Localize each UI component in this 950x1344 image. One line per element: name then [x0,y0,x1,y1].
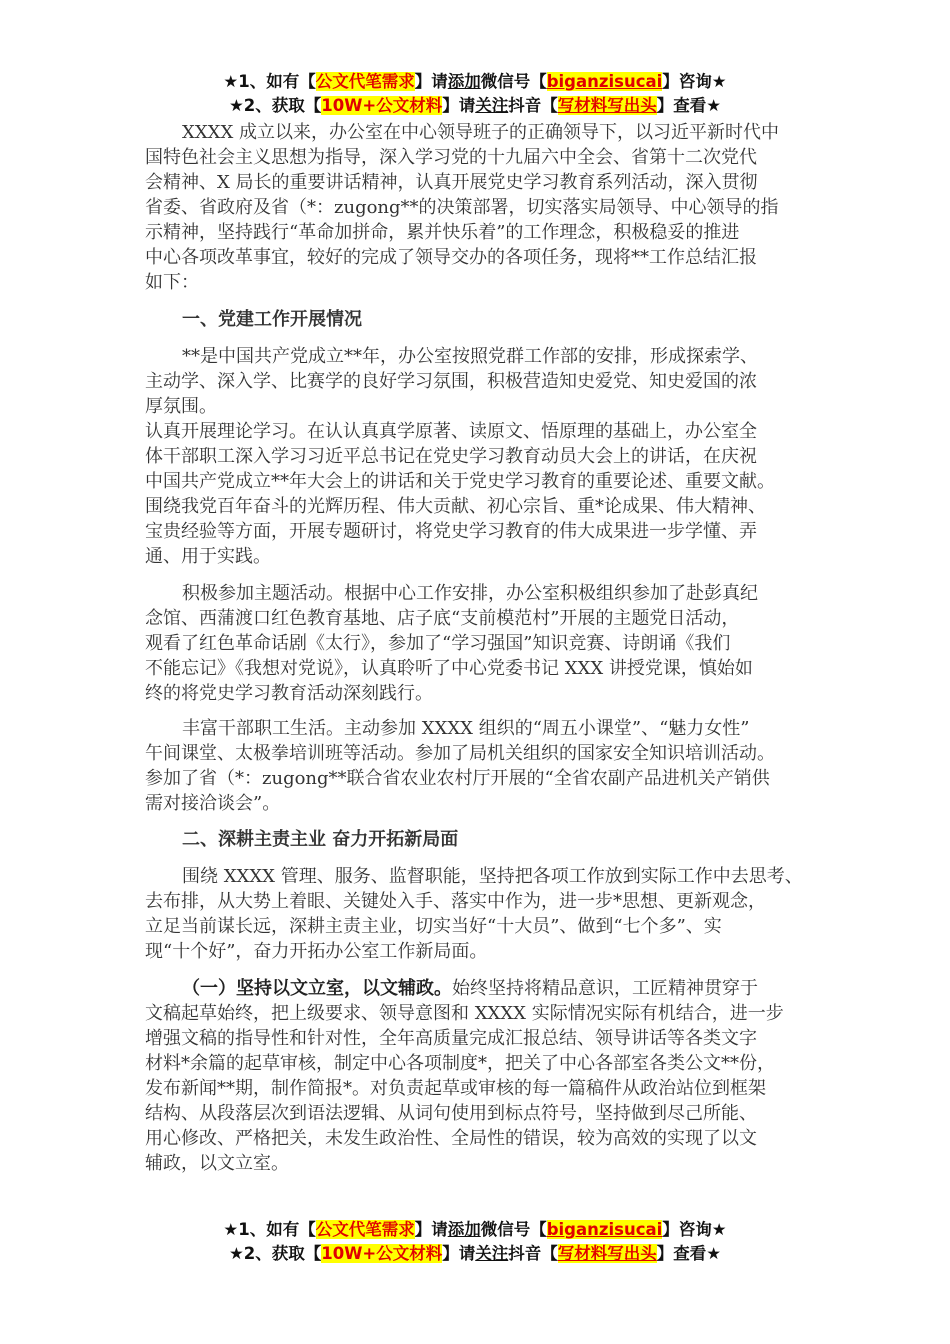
banner-text: ★2、获取【 [228,1244,322,1263]
paragraph-intro [145,120,825,295]
text-line: 通、用于实践。 [145,546,271,567]
text-line: 发布新闻**期，制作简报*。对负责起草或审核的每一篇稿件从政治站位到框架 [145,1078,766,1099]
banner-text: 抖音【 [508,96,558,115]
banner-text: 抖音【 [508,1244,558,1263]
banner-text: 】查看★ [656,96,722,115]
text-line: 辅政，以文立室。 [145,1153,289,1174]
banner-text: 微信号【 [480,72,547,91]
text-line: 宝贵经验等方面，开展专题研讨，将党史学习教育的伟大成果进一步学懂、弄 [145,521,757,542]
text-line: 丰富干部职工生活。主动参加 XXXX 组织的“周五小课堂”、“魅力女性” [182,718,750,739]
banner-top-line-2 [0,94,950,118]
text-line: 结构、从段落层次到语法逻辑、从词句使用到标点符号，坚持做到尽己所能、 [145,1103,757,1124]
text-line: XXXX 成立以来，办公室在中心领导班子的正确领导下，以习近平新时代中 [182,122,779,143]
text-line: 会精神、X 局长的重要讲话精神，认真开展党史学习教育系列活动，深入贯彻 [145,172,758,193]
heading-section-2: 二、深耕主责主业 奋力开拓新局面 [182,829,459,850]
banner-text: ★1、如有【 [223,1220,316,1239]
paragraph-party-building [145,344,825,419]
banner-text: 】咨询★ [662,72,727,91]
banner-text: 】请 [414,72,448,91]
paragraph-writing [145,976,825,1176]
banner-text: 】请 [442,1244,476,1263]
highlight-ghostwriting: 公文代笔需求 [315,72,415,91]
douyin-id: 写材料写出头 [557,96,657,115]
text-line: 认真开展理论学习。在认认真真学原著、读原文、悟原理的基础上，办公室全 [145,421,757,442]
text-line: 增强文稿的指导性和针对性，全年高质量完成汇报总结、领导讲话等各类文字 [145,1028,757,1049]
text-line: 现“十个好”，奋力开拓办公室工作新局面。 [145,941,488,962]
text-line: 中国共产党成立**年大会上的讲话和关于党史学习教育的重要论述、重要文献。 [145,471,775,492]
text-line: 围绕 XXXX 管理、服务、监督职能，坚持把各项工作放到实际工作中去思考、 [182,866,803,887]
text-line: 去布排，从大势上着眼、关键处入手、落实中作为，进一步*思想、更新观念， [145,891,766,912]
text-line: 体干部职工深入学习习近平总书记在党史学习教育动员大会上的讲话，在庆祝 [145,446,757,467]
text-line: 念馆、西蒲渡口红色教育基地、店子底“支前模范村”开展的主题党日活动， [145,608,740,629]
banner-text: 】请 [414,1220,448,1239]
highlight-materials: 10W+公文材料 [321,1244,443,1263]
text-line: 立足当前谋长远，深耕主责主业，切实当好“十大员”、做到“七个多”、实 [145,916,722,937]
banner-text: 】咨询★ [662,1220,727,1239]
text: 始终坚持将精品意识，工匠精神贯穿于 [452,978,758,999]
text-line: 主动学、深入学、比赛学的良好学习氛围，积极营造知史爱党、知史爱国的浓 [145,371,757,392]
text-line: 材料*余篇的起草审核，制定中心各项制度*，把关了中心各部室各类公文**份， [145,1053,775,1074]
highlight-materials: 10W+公文材料 [321,96,443,115]
text-line: 参加了省（*：zugong**联合省农业农村厅开展的“全省农副产品进机关产销供 [145,768,770,789]
text-line: 不能忘记》《我想对党说》，认真聆听了中心党委书记 XXX 讲授党课，慎始如 [145,658,753,679]
text-line [145,976,825,1001]
paragraph-theory-study [145,419,825,569]
text-line: 如下： [145,272,199,293]
wechat-id: biganzisucai [546,1220,663,1239]
text-line: **是中国共产党成立**年，办公室按照党群工作部的安排，形成探索学、 [182,346,758,367]
text-line: 文稿起草始终，把上级要求、领导意图和 XXXX 实际情况实际有机结合，进一步 [145,1003,784,1024]
banner-underlined: 关注 [475,96,509,115]
text-line: 需对接洽谈会”。 [145,793,281,814]
text-line: 国特色社会主义思想为指导，深入学习党的十九届六中全会、省第十二次党代 [145,147,757,168]
text-line: 午间课堂、太极拳培训班等活动。参加了局机关组织的国家安全知识培训活动。 [145,743,775,764]
banner-text: ★1、如有【 [223,72,316,91]
banner-underlined: 添加 [447,72,481,91]
banner-text: 】请 [442,96,476,115]
banner-bottom-line-1 [0,1218,950,1242]
wechat-id: biganzisucai [546,72,663,91]
text-line: 示精神，坚持践行“革命加拼命，累并快乐着”的工作理念，积极稳妥的推进 [145,222,740,243]
subheading-writing: （一）坚持以文立室，以文辅政。 [182,978,452,999]
banner-text: ★2、获取【 [228,96,322,115]
text-line: 围绕我党百年奋斗的光辉历程、伟大贡献、初心宗旨、重*论成果、伟大精神、 [145,496,766,517]
text-line: 积极参加主题活动。根据中心工作安排，办公室积极组织参加了赴彭真纪 [182,583,758,604]
paragraph-main-duties [145,864,825,964]
banner-underlined: 添加 [447,1220,481,1239]
paragraph-staff-life [145,716,825,816]
paragraph-theme-activities [145,581,825,706]
highlight-ghostwriting: 公文代笔需求 [315,1220,415,1239]
text-line: 厚氛围。 [145,396,217,417]
douyin-id: 写材料写出头 [557,1244,657,1263]
text-line: 终的将党史学习教育活动深刻践行。 [145,683,433,704]
banner-underlined: 关注 [475,1244,509,1263]
text-line: 省委、省政府及省（*：zugong**的决策部署，切实落实局领导、中心领导的指 [145,197,779,218]
text-line: 用心修改、严格把关，未发生政治性、全局性的错误，较为高效的实现了以文 [145,1128,757,1149]
banner-bottom-line-2 [0,1242,950,1266]
banner-top-line-1 [0,70,950,94]
banner-text: 微信号【 [480,1220,547,1239]
text-line: 中心各项改革事宜，较好的完成了领导交办的各项任务，现将**工作总结汇报 [145,247,757,268]
heading-section-1: 一、党建工作开展情况 [182,309,362,330]
text-line: 观看了红色革命话剧《太行》，参加了“学习强国”知识竞赛、诗朗诵《我们 [145,633,731,654]
banner-text: 】查看★ [656,1244,722,1263]
